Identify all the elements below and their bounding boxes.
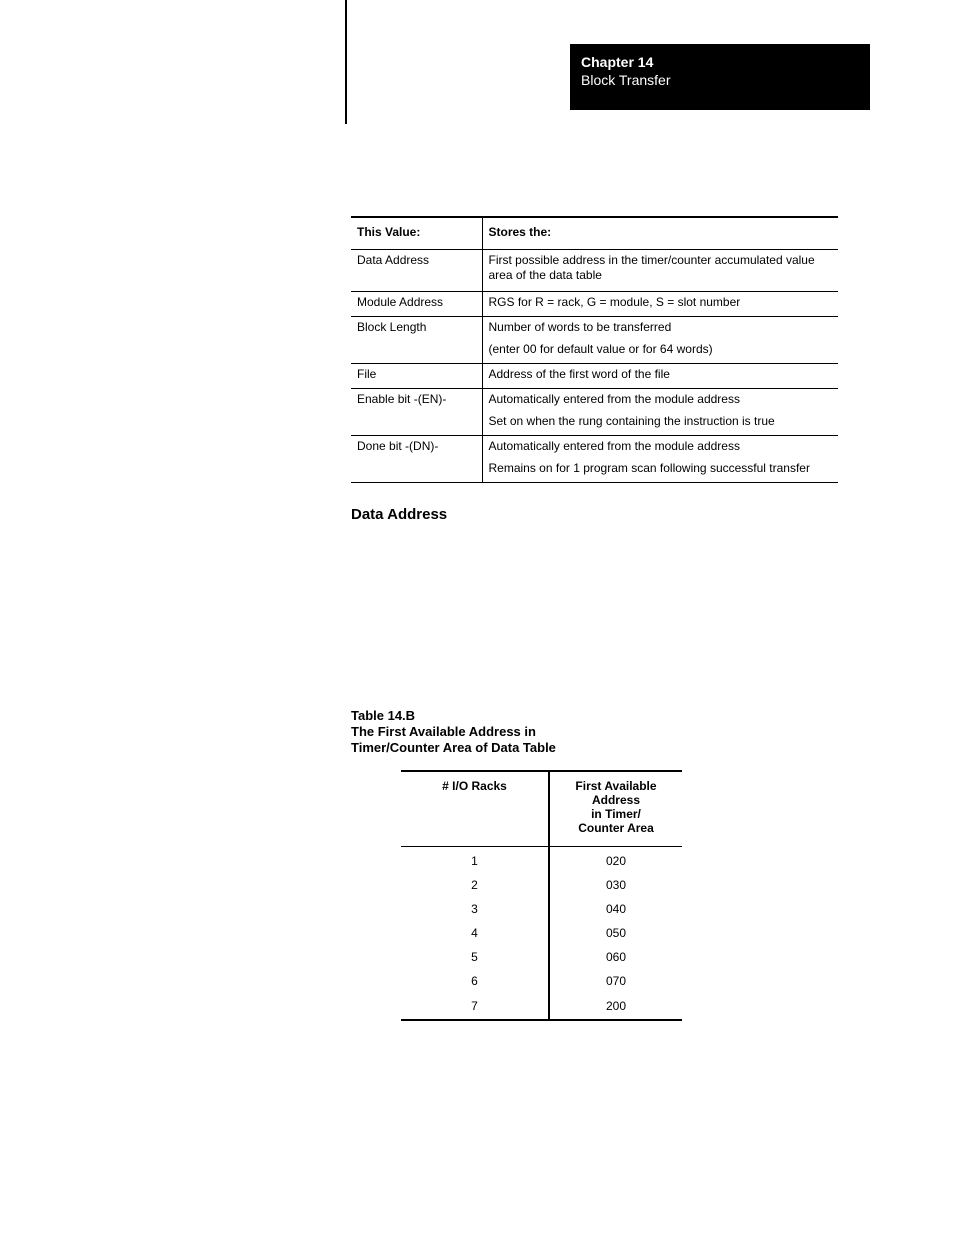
header-this-value: This Value: xyxy=(351,217,482,249)
table-row xyxy=(351,291,838,316)
row-value: Enable bit -(EN)- xyxy=(351,388,482,435)
chapter-title: Block Transfer xyxy=(581,72,671,88)
table-row xyxy=(351,316,838,363)
row-value: Done bit -(DN)- xyxy=(351,435,482,482)
first-address: 050 xyxy=(605,926,627,940)
row-stores-line: Number of words to be transferred xyxy=(488,319,672,334)
first-address: 060 xyxy=(605,950,627,964)
row-stores xyxy=(482,435,838,482)
first-address: 070 xyxy=(605,974,627,988)
row-stores-line: (enter 00 for default value or for 64 words) xyxy=(488,341,713,356)
header-line: First Available xyxy=(575,779,657,793)
racks-count: 5 xyxy=(401,945,549,969)
row-stores-line: Set on when the rung containing the instruction is true xyxy=(488,413,775,428)
racks-address-table xyxy=(401,770,682,1021)
racks-count: 3 xyxy=(401,897,549,921)
racks-table-header xyxy=(401,771,682,847)
table-row xyxy=(401,921,682,945)
header-stores-the: Stores the: xyxy=(482,217,838,249)
chapter-header xyxy=(570,44,870,110)
section-heading: Data Address xyxy=(351,506,448,523)
caption-line: The First Available Address in xyxy=(351,724,536,739)
header-io-racks: # I/O Racks xyxy=(401,771,549,847)
row-stores-line: Automatically entered from the module address xyxy=(488,391,740,406)
row-value: File xyxy=(351,363,482,388)
header-line: in Timer/ xyxy=(591,807,641,821)
row-value: Data Address xyxy=(351,249,482,291)
table-row xyxy=(351,435,838,482)
margin-rule xyxy=(345,0,347,124)
row-stores-line: Remains on for 1 program scan following successful transfer xyxy=(488,460,810,475)
row-stores-line: Automatically entered from the module address xyxy=(488,438,740,453)
table-row xyxy=(351,363,838,388)
row-value: Block Length xyxy=(351,316,482,363)
table-row xyxy=(351,249,838,291)
table-row xyxy=(401,897,682,921)
table-row xyxy=(401,873,682,897)
racks-count: 1 xyxy=(401,847,549,874)
racks-count: 2 xyxy=(401,873,549,897)
first-address: 030 xyxy=(605,878,627,892)
row-stores: Address of the first word of the file xyxy=(482,363,838,388)
table-row xyxy=(351,388,838,435)
table-caption xyxy=(351,708,556,756)
parameter-table xyxy=(351,216,838,483)
first-address: 020 xyxy=(605,854,627,868)
chapter-number: Chapter 14 xyxy=(581,54,654,70)
row-stores xyxy=(482,316,838,363)
parameter-table-header xyxy=(351,217,838,249)
row-stores xyxy=(482,388,838,435)
racks-count: 7 xyxy=(401,993,549,1020)
table-row xyxy=(401,993,682,1020)
header-line: Counter Area xyxy=(578,821,654,835)
header-first-available-address xyxy=(549,771,682,847)
racks-count: 6 xyxy=(401,969,549,993)
caption-line: Timer/Counter Area of Data Table xyxy=(351,740,556,755)
caption-line: Table 14.B xyxy=(351,708,416,723)
row-stores: First possible address in the timer/counter accumulated value area of the data table xyxy=(482,249,838,291)
racks-count: 4 xyxy=(401,921,549,945)
first-address: 200 xyxy=(549,993,682,1020)
table-row xyxy=(401,847,682,874)
header-line: Address xyxy=(591,793,641,807)
table-row xyxy=(401,969,682,993)
first-address: 040 xyxy=(605,902,627,916)
row-stores: RGS for R = rack, G = module, S = slot number xyxy=(482,291,838,316)
row-value: Module Address xyxy=(351,291,482,316)
table-row xyxy=(401,945,682,969)
